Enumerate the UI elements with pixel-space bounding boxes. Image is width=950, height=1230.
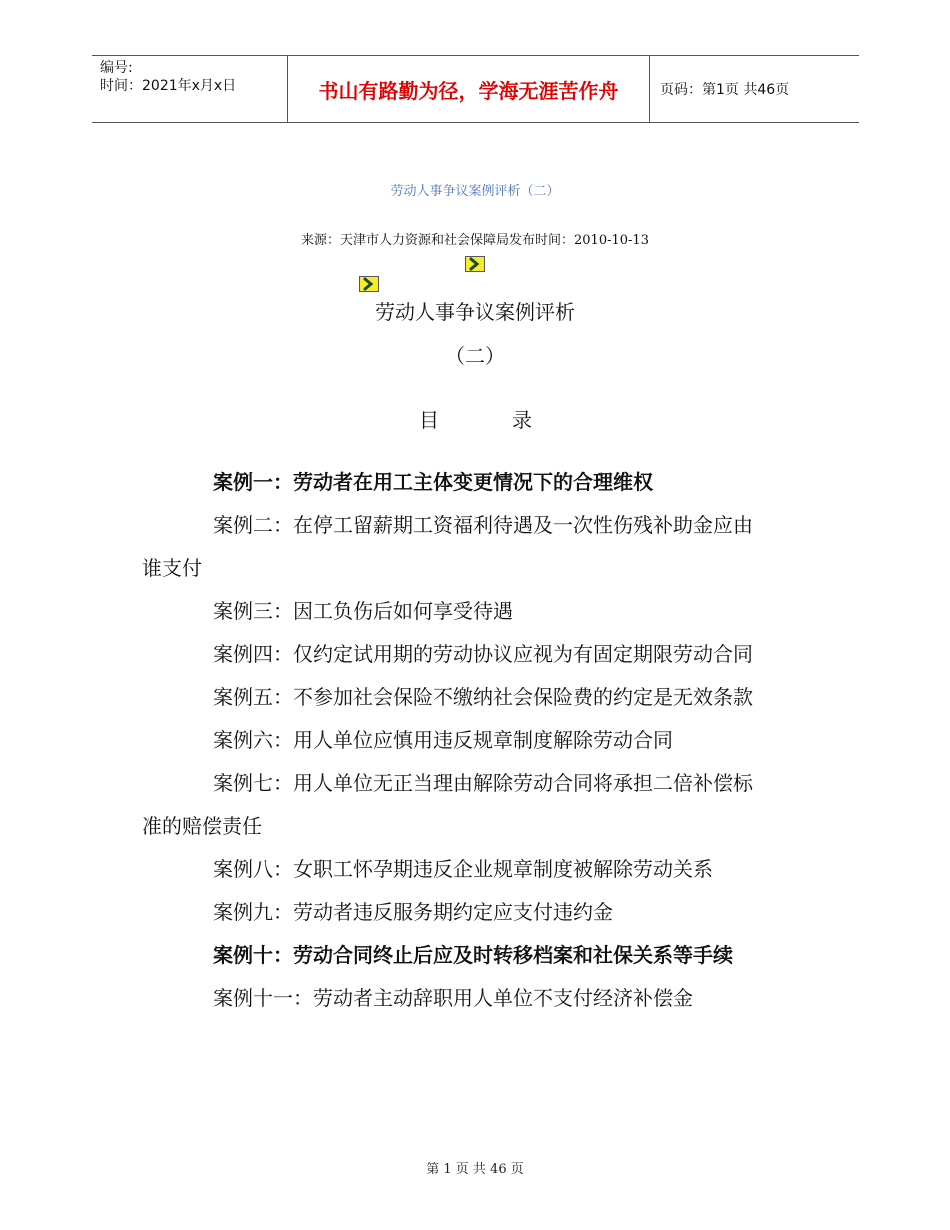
header-page-info: 页码：第1页 共46页 — [660, 82, 790, 98]
page-footer: 第 1 页 共 46 页 — [426, 1162, 524, 1177]
toc-item: 案例十：劳动合同终止后应及时转移档案和社保关系等手续 — [213, 943, 733, 967]
number-label: 编号: — [100, 60, 133, 76]
document-title-part: （二） — [445, 344, 505, 368]
link-arrow-icon[interactable] — [465, 256, 485, 272]
time-label: 时间：2021年x月x日 — [100, 78, 237, 94]
toc-heading-char1: 目 — [419, 408, 439, 432]
toc-item: 案例六：用人单位应慎用违反规章制度解除劳动合同 — [213, 728, 673, 752]
toc-item: 案例九：劳动者违反服务期约定应支付违约金 — [213, 900, 613, 924]
toc-item: 案例三：因工负伤后如何享受待遇 — [213, 599, 513, 623]
toc-item: 案例五：不参加社会保险不缴纳社会保险费的约定是无效条款 — [213, 685, 753, 709]
link-arrow-icon[interactable] — [359, 276, 379, 292]
header-meta — [92, 56, 287, 122]
toc-item: 案例二：在停工留薪期工资福利待遇及一次性伤残补助金应由谁支付 — [142, 513, 753, 580]
header-motto: 书山有路勤为径，学海无涯苦作舟 — [287, 56, 650, 122]
document-subtitle[interactable]: 劳动人事争议案例评析（二） — [390, 184, 560, 199]
page-header — [92, 55, 859, 123]
toc-item: 案例七：用人单位无正当理由解除劳动合同将承担二倍补偿标准的赔偿责任 — [142, 771, 753, 838]
toc-item: 案例八：女职工怀孕期违反企业规章制度被解除劳动关系 — [213, 857, 713, 881]
toc-item: 案例十一：劳动者主动辞职用人单位不支付经济补偿金 — [213, 986, 693, 1010]
source-line: 来源：天津市人力资源和社会保障局发布时间：2010-10-13 — [301, 233, 649, 248]
toc-heading-char2: 录 — [512, 408, 532, 432]
document-title: 劳动人事争议案例评析 — [375, 300, 575, 324]
toc-item: 案例一：劳动者在用工主体变更情况下的合理维权 — [213, 470, 653, 494]
table-of-contents — [142, 461, 762, 1020]
toc-item: 案例四：仅约定试用期的劳动协议应视为有固定期限劳动合同 — [213, 642, 753, 666]
